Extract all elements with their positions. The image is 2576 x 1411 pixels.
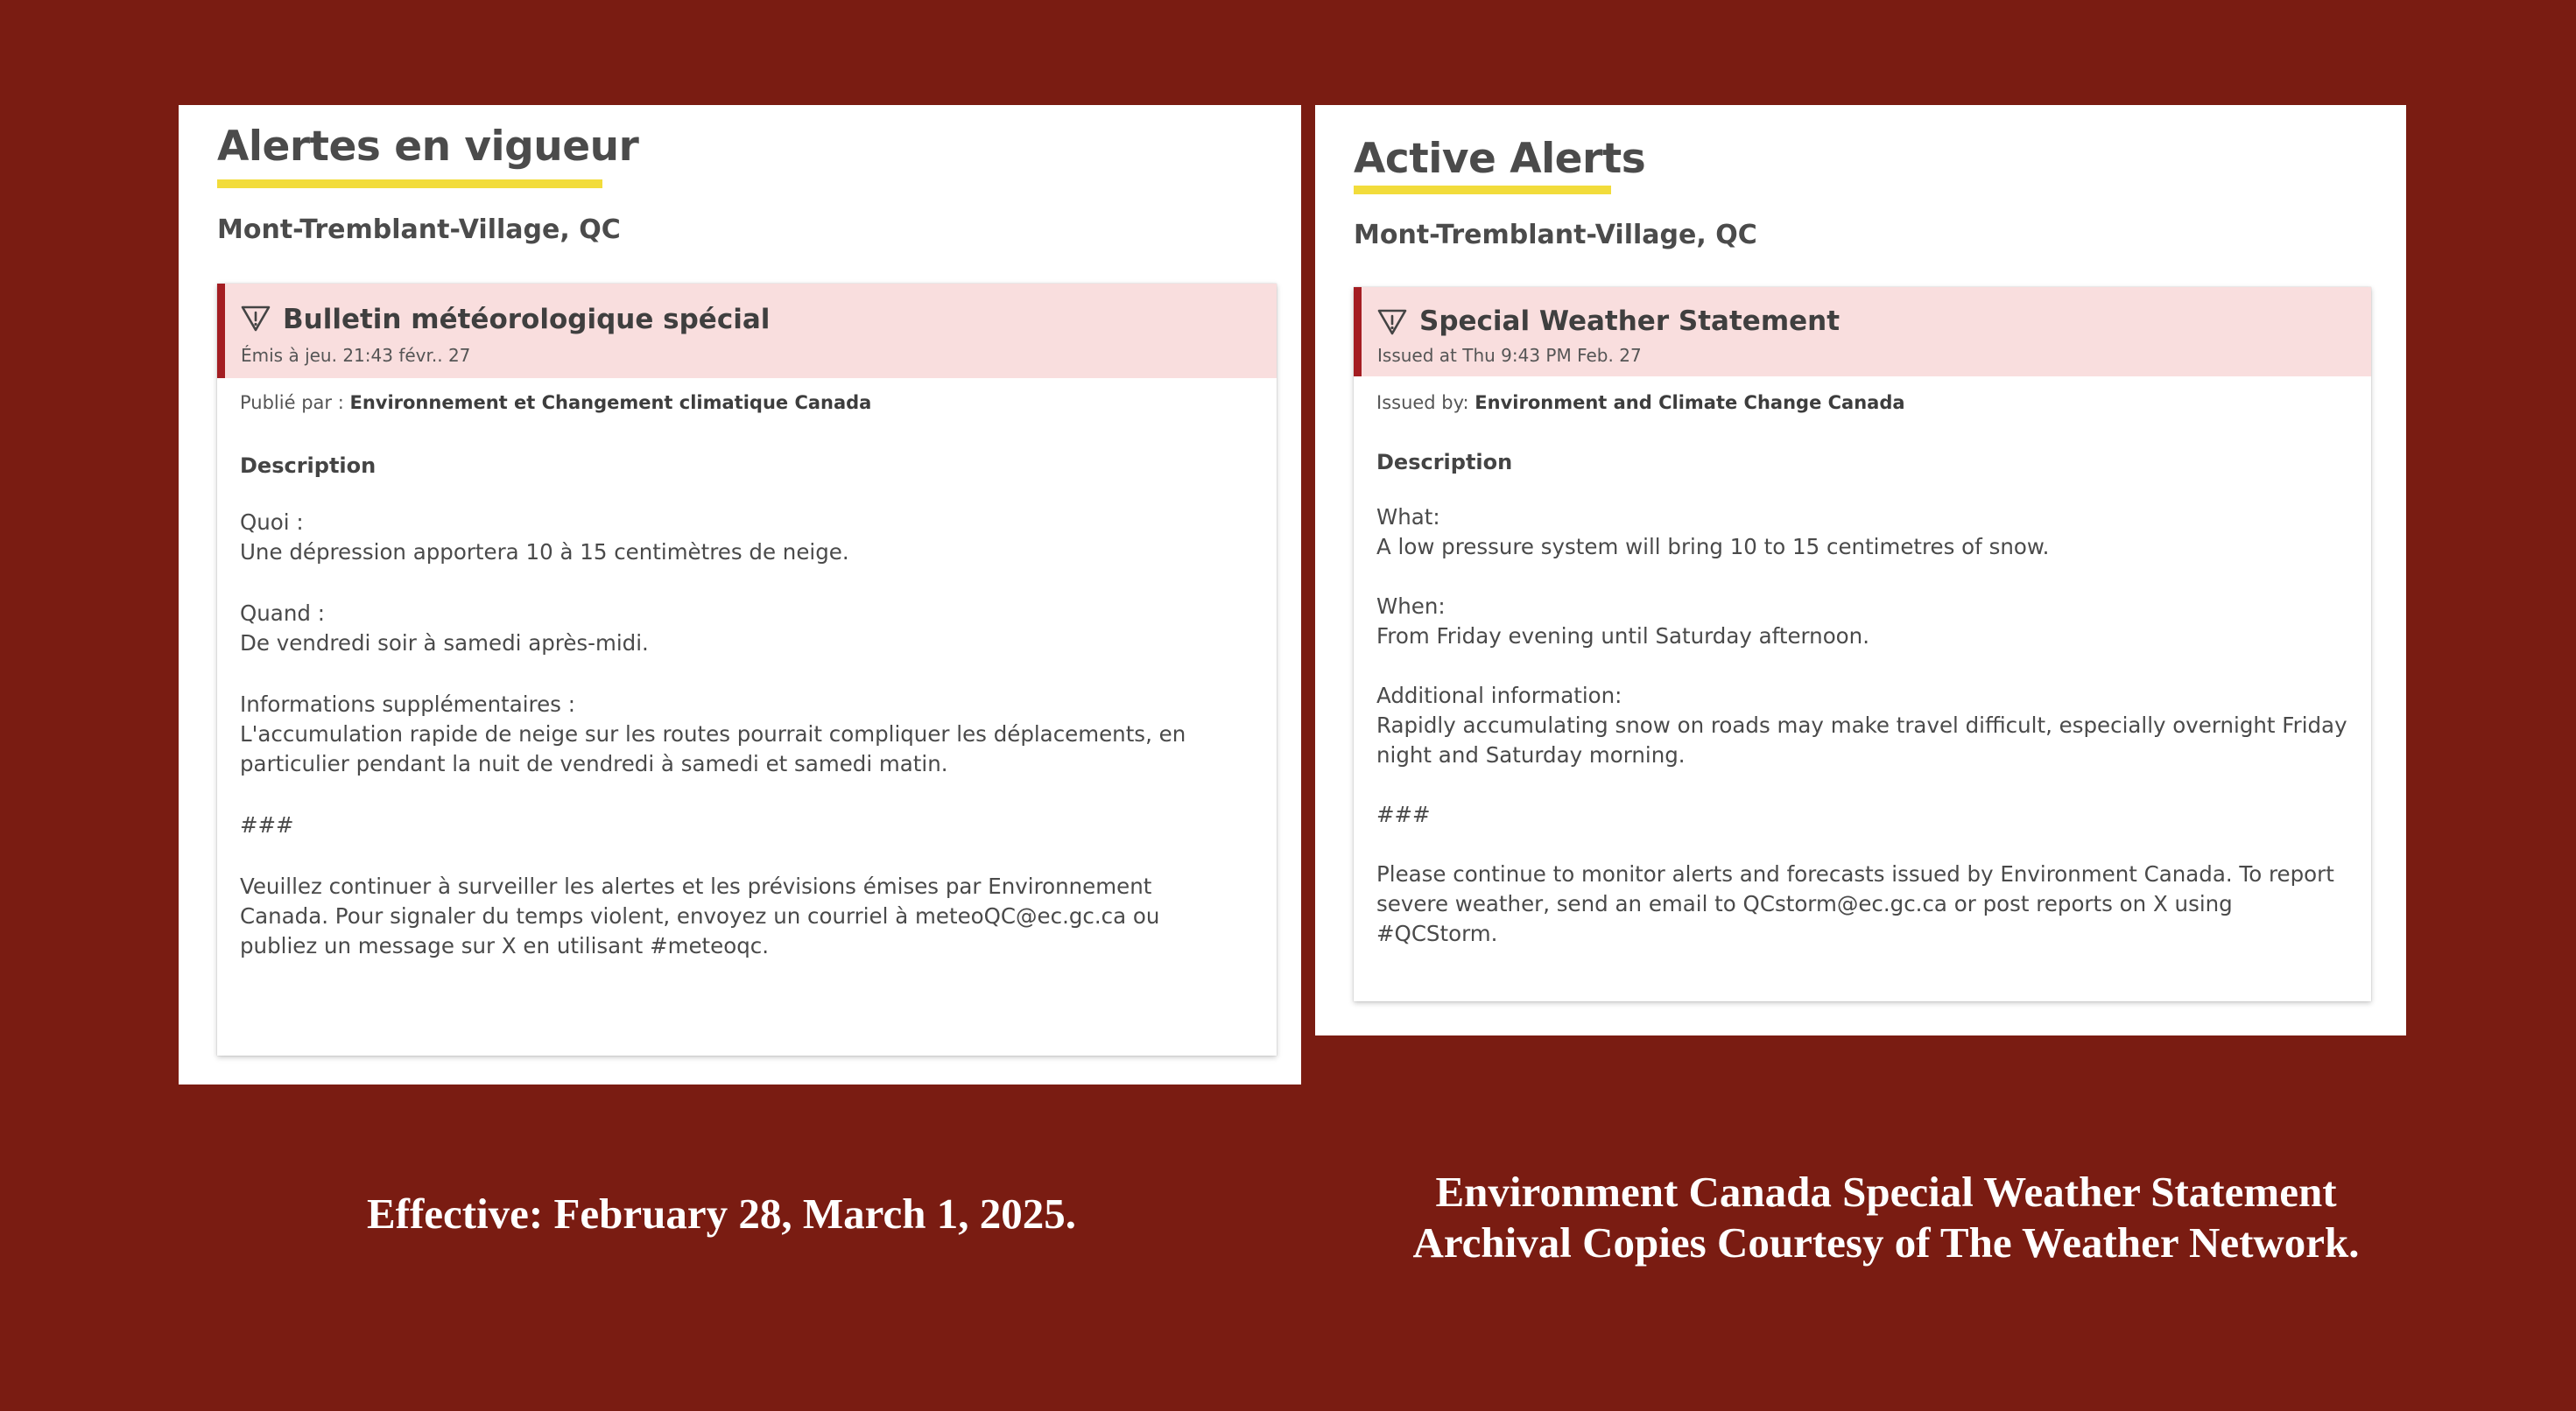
issuer-label: Publié par : xyxy=(240,392,350,413)
alert-card-header[interactable] xyxy=(217,284,1277,378)
description-heading: Description xyxy=(1376,450,1513,474)
title-underline xyxy=(1354,186,1611,194)
location-name: Mont-Tremblant-Village, QC xyxy=(1354,220,1757,250)
effective-date-caption: Effective: February 28, March 1, 2025. xyxy=(366,1190,1077,1238)
when-label: Quand : xyxy=(240,600,325,626)
archival-credit-line-1: Environment Canada Special Weather Statement xyxy=(1435,1168,2337,1216)
location-name: Mont-Tremblant-Village, QC xyxy=(217,214,621,245)
description-heading: Description xyxy=(240,453,377,478)
archival-credit-line-2: Archival Copies Courtesy of The Weather Network. xyxy=(1412,1218,2360,1267)
alert-issued-time: Issued at Thu 9:43 PM Feb. 27 xyxy=(1377,345,1642,366)
issuer-name: Environment and Climate Change Canada xyxy=(1475,392,1905,413)
info-text: L'accumulation rapide de neige sur les routes pourrait compliquer les déplacements, en particulier pendant la nuit de vendredi à samedi et samedi matin. xyxy=(240,721,1186,776)
closing-text: Veuillez continuer à surveiller les alertes et les prévisions émises par Environnement Canada. Pour signaler du temps violent, envoyez un courriel à meteoQC@ec.gc.ca ou publiez un message sur X en utilisant #meteoqc. xyxy=(240,874,1160,958)
alert-title: Bulletin météorologique spécial xyxy=(283,304,771,335)
warning-triangle-icon xyxy=(241,305,271,333)
page-title: Active Alerts xyxy=(1354,135,1646,183)
when-text: From Friday evening until Saturday afternoon. xyxy=(1376,623,1869,649)
when-label: When: xyxy=(1376,593,1446,619)
what-label: Quoi : xyxy=(240,509,304,535)
alert-card-header[interactable] xyxy=(1354,287,2371,376)
what-text: Une dépression apportera 10 à 15 centimètres de neige. xyxy=(240,539,849,565)
separator: ### xyxy=(1376,802,1431,827)
what-text: A low pressure system will bring 10 to 15 centimetres of snow. xyxy=(1376,534,2050,559)
alert-card[interactable] xyxy=(1354,287,2371,1001)
alerts-panel-english xyxy=(1315,105,2406,1035)
info-label: Informations supplémentaires : xyxy=(240,691,575,717)
alert-description xyxy=(1376,502,2348,949)
alert-title: Special Weather Statement xyxy=(1419,305,1841,337)
info-text: Rapidly accumulating snow on roads may make travel difficult, especially overnight Friday night and Saturday morning. xyxy=(1376,713,2347,768)
when-text: De vendredi soir à samedi après-midi. xyxy=(240,630,649,656)
issuer-label: Issued by: xyxy=(1376,392,1475,413)
alert-issuer xyxy=(1376,394,1905,412)
issuer-name: Environnement et Changement climatique Canada xyxy=(349,392,872,413)
alerts-panel-french xyxy=(179,105,1301,1085)
info-label: Additional information: xyxy=(1376,683,1622,708)
alert-issued-time: Émis à jeu. 21:43 févr.. 27 xyxy=(241,345,471,366)
alert-card[interactable] xyxy=(217,284,1277,1056)
page-title: Alertes en vigueur xyxy=(217,123,639,171)
archival-credit-caption xyxy=(1361,1167,2411,1268)
what-label: What: xyxy=(1376,504,1440,530)
warning-triangle-icon xyxy=(1377,308,1407,336)
alert-issuer xyxy=(240,394,871,412)
closing-text: Please continue to monitor alerts and forecasts issued by Environment Canada. To report severe weather, send an email to QCstorm@ec.gc.ca or post reports on X using #QCStorm. xyxy=(1376,861,2334,946)
title-underline xyxy=(217,179,602,188)
alert-description xyxy=(240,508,1229,961)
separator: ### xyxy=(240,812,294,838)
